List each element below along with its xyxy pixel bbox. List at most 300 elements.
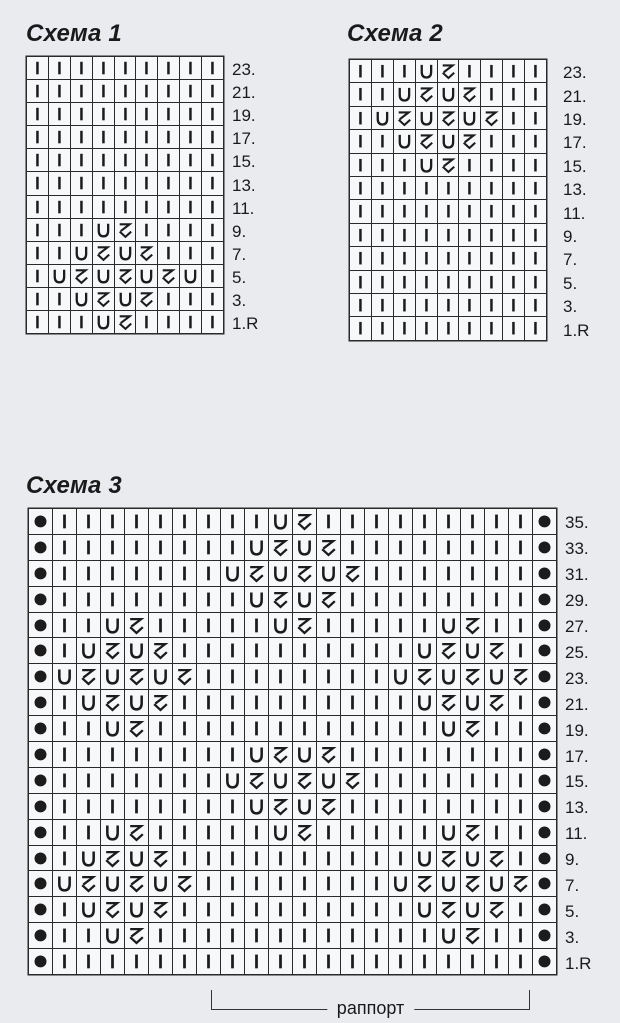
knit-stitch-icon <box>125 561 148 586</box>
knit-stitch-icon <box>341 742 364 767</box>
knit-stitch-icon <box>53 561 76 586</box>
knit-stitch-icon <box>269 690 292 715</box>
decrease-icon <box>293 561 316 586</box>
edge-stitch-dot-icon <box>29 561 52 586</box>
knit-stitch-icon <box>341 509 364 534</box>
knit-stitch-icon <box>485 535 508 560</box>
knit-stitch-icon <box>221 535 244 560</box>
yarn-over-icon <box>93 311 114 333</box>
knit-stitch-icon <box>221 820 244 845</box>
decrease-icon <box>71 265 92 287</box>
decrease-icon <box>461 820 484 845</box>
knit-stitch-icon <box>413 768 436 793</box>
yarn-over-icon <box>416 60 437 82</box>
row-label: 29. <box>565 591 589 611</box>
knit-stitch-icon <box>53 923 76 948</box>
decrease-icon <box>437 638 460 663</box>
knit-stitch-icon <box>437 561 460 586</box>
knit-stitch-icon <box>459 177 480 199</box>
knit-stitch-icon <box>93 172 114 194</box>
knit-stitch-icon <box>481 177 502 199</box>
row-label: 17. <box>565 746 589 766</box>
knit-stitch-icon <box>372 154 393 176</box>
yarn-over-icon <box>389 664 412 689</box>
knit-stitch-icon <box>341 638 364 663</box>
knit-stitch-icon <box>372 83 393 105</box>
knit-stitch-icon <box>365 638 388 663</box>
knit-stitch-icon <box>341 897 364 922</box>
edge-stitch-dot-icon <box>533 561 556 586</box>
knit-stitch-icon <box>77 716 100 741</box>
knit-stitch-icon <box>341 794 364 819</box>
knit-stitch-icon <box>93 149 114 171</box>
knit-stitch-icon <box>525 294 546 316</box>
knit-stitch-icon <box>317 716 340 741</box>
knit-stitch-icon <box>221 871 244 896</box>
knit-stitch-icon <box>389 897 412 922</box>
knit-stitch-icon <box>49 311 70 333</box>
knit-stitch-icon <box>158 219 179 241</box>
decrease-icon <box>173 664 196 689</box>
knit-stitch-icon <box>438 200 459 222</box>
knit-stitch-icon <box>158 149 179 171</box>
knit-stitch-icon <box>197 949 220 974</box>
row-label: 33. <box>565 539 589 559</box>
yarn-over-icon <box>136 265 157 287</box>
knit-stitch-icon <box>394 247 415 269</box>
decrease-icon <box>485 690 508 715</box>
knit-stitch-icon <box>525 177 546 199</box>
knit-stitch-icon <box>221 846 244 871</box>
knit-stitch-icon <box>509 561 532 586</box>
knit-stitch-icon <box>485 561 508 586</box>
edge-stitch-dot-icon <box>29 613 52 638</box>
yarn-over-icon <box>293 535 316 560</box>
row-label: 1.R <box>232 314 259 334</box>
yarn-over-icon <box>245 742 268 767</box>
knit-stitch-icon <box>125 587 148 612</box>
knit-stitch-icon <box>416 294 437 316</box>
knit-stitch-icon <box>269 846 292 871</box>
knit-stitch-icon <box>221 690 244 715</box>
knit-stitch-icon <box>509 690 532 715</box>
knit-stitch-icon <box>389 716 412 741</box>
yarn-over-icon <box>437 820 460 845</box>
knit-stitch-icon <box>136 103 157 125</box>
knit-stitch-icon <box>173 846 196 871</box>
decrease-icon <box>136 242 157 264</box>
knit-stitch-icon <box>509 949 532 974</box>
knit-stitch-icon <box>389 742 412 767</box>
knit-stitch-icon <box>93 103 114 125</box>
knit-stitch-icon <box>350 317 371 339</box>
knit-stitch-icon <box>53 820 76 845</box>
knit-stitch-icon <box>365 742 388 767</box>
row-label: 1.R <box>565 953 592 973</box>
knit-stitch-icon <box>350 177 371 199</box>
knit-stitch-icon <box>413 716 436 741</box>
knit-stitch-icon <box>27 196 48 218</box>
row-label: 1.R <box>563 320 590 340</box>
knit-stitch-icon <box>53 768 76 793</box>
knit-stitch-icon <box>503 247 524 269</box>
decrease-icon <box>136 288 157 310</box>
knit-stitch-icon <box>350 154 371 176</box>
knit-stitch-icon <box>221 949 244 974</box>
knit-stitch-icon <box>202 196 223 218</box>
edge-stitch-dot-icon <box>533 509 556 534</box>
knit-stitch-icon <box>459 247 480 269</box>
knit-stitch-icon <box>125 509 148 534</box>
knit-stitch-icon <box>221 897 244 922</box>
knit-stitch-icon <box>158 288 179 310</box>
yarn-over-icon <box>416 154 437 176</box>
knit-stitch-icon <box>245 716 268 741</box>
knit-stitch-icon <box>245 949 268 974</box>
knit-stitch-icon <box>389 923 412 948</box>
knit-stitch-icon <box>372 247 393 269</box>
knit-stitch-icon <box>173 561 196 586</box>
yarn-over-icon <box>93 265 114 287</box>
knit-stitch-icon <box>136 219 157 241</box>
decrease-icon <box>485 897 508 922</box>
edge-stitch-dot-icon <box>29 794 52 819</box>
knit-stitch-icon <box>197 871 220 896</box>
knit-stitch-icon <box>485 613 508 638</box>
knit-stitch-icon <box>341 820 364 845</box>
decrease-icon <box>93 242 114 264</box>
knit-stitch-icon <box>459 317 480 339</box>
knit-stitch-icon <box>53 535 76 560</box>
knit-stitch-icon <box>27 311 48 333</box>
knit-stitch-icon <box>341 846 364 871</box>
knit-stitch-icon <box>341 949 364 974</box>
knit-stitch-icon <box>293 846 316 871</box>
yarn-over-icon <box>437 871 460 896</box>
knit-stitch-icon <box>27 242 48 264</box>
knit-stitch-icon <box>197 820 220 845</box>
knit-stitch-icon <box>365 768 388 793</box>
knit-stitch-icon <box>341 535 364 560</box>
knit-stitch-icon <box>438 271 459 293</box>
yarn-over-icon <box>394 83 415 105</box>
knit-stitch-icon <box>437 768 460 793</box>
row-label: 11. <box>565 824 588 844</box>
knit-stitch-icon <box>461 794 484 819</box>
decrease-icon <box>416 130 437 152</box>
knit-stitch-icon <box>394 224 415 246</box>
row-label: 13. <box>232 175 256 195</box>
knit-stitch-icon <box>149 794 172 819</box>
knit-stitch-icon <box>269 897 292 922</box>
knit-stitch-icon <box>149 613 172 638</box>
knit-stitch-icon <box>509 897 532 922</box>
knit-stitch-icon <box>158 196 179 218</box>
edge-stitch-dot-icon <box>29 871 52 896</box>
edge-stitch-dot-icon <box>533 897 556 922</box>
knit-stitch-icon <box>394 154 415 176</box>
knit-stitch-icon <box>197 613 220 638</box>
knit-stitch-icon <box>413 613 436 638</box>
knit-stitch-icon <box>317 923 340 948</box>
decrease-icon <box>269 742 292 767</box>
knit-stitch-icon <box>503 83 524 105</box>
knit-stitch-icon <box>245 613 268 638</box>
knit-stitch-icon <box>49 288 70 310</box>
yarn-over-icon <box>461 638 484 663</box>
knit-stitch-icon <box>27 57 48 79</box>
knit-stitch-icon <box>245 638 268 663</box>
repeat-label: раппорт <box>327 998 414 1019</box>
knit-stitch-icon <box>365 664 388 689</box>
knit-stitch-icon <box>437 794 460 819</box>
edge-stitch-dot-icon <box>533 664 556 689</box>
edge-stitch-dot-icon <box>533 846 556 871</box>
row-label: 5. <box>563 273 578 293</box>
knit-stitch-icon <box>416 200 437 222</box>
yarn-over-icon <box>459 107 480 129</box>
yarn-over-icon <box>461 897 484 922</box>
knit-stitch-icon <box>438 294 459 316</box>
knit-stitch-icon <box>245 897 268 922</box>
decrease-icon <box>293 613 316 638</box>
yarn-over-icon <box>125 638 148 663</box>
knit-stitch-icon <box>525 224 546 246</box>
edge-stitch-dot-icon <box>29 742 52 767</box>
edge-stitch-dot-icon <box>533 794 556 819</box>
edge-stitch-dot-icon <box>29 768 52 793</box>
row-label: 17. <box>232 129 256 149</box>
knit-stitch-icon <box>394 271 415 293</box>
yarn-over-icon <box>93 219 114 241</box>
knit-stitch-icon <box>115 126 136 148</box>
yarn-over-icon <box>438 130 459 152</box>
yarn-over-icon <box>71 288 92 310</box>
edge-stitch-dot-icon <box>533 535 556 560</box>
knit-stitch-icon <box>485 768 508 793</box>
knit-stitch-icon <box>180 172 201 194</box>
knit-stitch-icon <box>485 509 508 534</box>
knit-stitch-icon <box>49 149 70 171</box>
row-label: 9. <box>232 221 247 241</box>
knit-stitch-icon <box>197 742 220 767</box>
knit-stitch-icon <box>245 923 268 948</box>
knit-stitch-icon <box>416 317 437 339</box>
row-label: 3. <box>565 927 580 947</box>
knit-stitch-icon <box>77 561 100 586</box>
knit-stitch-icon <box>173 587 196 612</box>
knit-stitch-icon <box>269 664 292 689</box>
knit-stitch-icon <box>71 126 92 148</box>
knit-stitch-icon <box>77 587 100 612</box>
knit-stitch-icon <box>221 509 244 534</box>
knit-stitch-icon <box>27 103 48 125</box>
knit-stitch-icon <box>27 288 48 310</box>
knit-stitch-icon <box>269 871 292 896</box>
knit-stitch-icon <box>459 294 480 316</box>
knit-stitch-icon <box>77 742 100 767</box>
knit-stitch-icon <box>49 219 70 241</box>
decrease-icon <box>269 587 292 612</box>
knit-stitch-icon <box>438 247 459 269</box>
knit-stitch-icon <box>416 177 437 199</box>
knit-stitch-icon <box>461 742 484 767</box>
knit-stitch-icon <box>27 219 48 241</box>
knit-stitch-icon <box>389 535 412 560</box>
yarn-over-icon <box>437 716 460 741</box>
knit-stitch-icon <box>525 83 546 105</box>
knit-stitch-icon <box>202 311 223 333</box>
knit-stitch-icon <box>125 768 148 793</box>
yarn-over-icon <box>53 664 76 689</box>
knit-stitch-icon <box>53 690 76 715</box>
knit-stitch-icon <box>180 57 201 79</box>
edge-stitch-dot-icon <box>29 820 52 845</box>
knit-stitch-icon <box>125 949 148 974</box>
row-label: 19. <box>563 110 587 129</box>
knit-stitch-icon <box>509 794 532 819</box>
knit-stitch-icon <box>438 317 459 339</box>
knit-stitch-icon <box>101 949 124 974</box>
decrease-icon <box>485 638 508 663</box>
knit-stitch-icon <box>341 664 364 689</box>
decrease-icon <box>149 690 172 715</box>
yarn-over-icon <box>437 613 460 638</box>
knit-stitch-icon <box>461 949 484 974</box>
yarn-over-icon <box>115 242 136 264</box>
knit-stitch-icon <box>389 820 412 845</box>
knit-stitch-icon <box>71 57 92 79</box>
knit-stitch-icon <box>372 294 393 316</box>
edge-stitch-dot-icon <box>29 535 52 560</box>
knit-stitch-icon <box>481 60 502 82</box>
knit-stitch-icon <box>485 794 508 819</box>
knit-stitch-icon <box>394 294 415 316</box>
edge-stitch-dot-icon <box>29 690 52 715</box>
knit-stitch-icon <box>197 716 220 741</box>
knit-stitch-icon <box>197 535 220 560</box>
knit-stitch-icon <box>293 949 316 974</box>
chart3-title: Схема 3 <box>26 472 122 499</box>
knit-stitch-icon <box>413 794 436 819</box>
knit-stitch-icon <box>49 126 70 148</box>
knit-stitch-icon <box>293 897 316 922</box>
knit-stitch-icon <box>173 716 196 741</box>
decrease-icon <box>149 897 172 922</box>
yarn-over-icon <box>269 509 292 534</box>
knit-stitch-icon <box>509 716 532 741</box>
yarn-over-icon <box>437 664 460 689</box>
knit-stitch-icon <box>149 509 172 534</box>
edge-stitch-dot-icon <box>533 613 556 638</box>
knit-stitch-icon <box>149 587 172 612</box>
edge-stitch-dot-icon <box>533 871 556 896</box>
decrease-icon <box>125 664 148 689</box>
decrease-icon <box>317 742 340 767</box>
knit-stitch-icon <box>269 949 292 974</box>
yarn-over-icon <box>180 265 201 287</box>
knit-stitch-icon <box>525 200 546 222</box>
decrease-icon <box>269 535 292 560</box>
row-label: 15. <box>232 152 256 172</box>
knit-stitch-icon <box>158 242 179 264</box>
knit-stitch-icon <box>438 224 459 246</box>
knit-stitch-icon <box>49 80 70 102</box>
knit-stitch-icon <box>245 871 268 896</box>
knit-stitch-icon <box>173 768 196 793</box>
decrease-icon <box>317 535 340 560</box>
knit-stitch-icon <box>115 172 136 194</box>
knit-stitch-icon <box>173 923 196 948</box>
knit-stitch-icon <box>394 200 415 222</box>
decrease-icon <box>293 509 316 534</box>
yarn-over-icon <box>115 288 136 310</box>
yarn-over-icon <box>125 897 148 922</box>
yarn-over-icon <box>53 871 76 896</box>
yarn-over-icon <box>269 613 292 638</box>
knit-stitch-icon <box>416 271 437 293</box>
yarn-over-icon <box>245 794 268 819</box>
knit-stitch-icon <box>459 60 480 82</box>
knit-stitch-icon <box>459 200 480 222</box>
row-label: 27. <box>565 617 589 637</box>
row-label: 5. <box>565 901 580 921</box>
row-label: 35. <box>565 513 589 533</box>
knit-stitch-icon <box>293 638 316 663</box>
knit-stitch-icon <box>481 294 502 316</box>
decrease-icon <box>115 311 136 333</box>
row-label: 23. <box>563 63 587 83</box>
knit-stitch-icon <box>413 820 436 845</box>
knit-stitch-icon <box>509 742 532 767</box>
knit-stitch-icon <box>221 613 244 638</box>
knit-stitch-icon <box>350 294 371 316</box>
knit-stitch-icon <box>245 846 268 871</box>
knit-stitch-icon <box>173 742 196 767</box>
knit-stitch-icon <box>53 716 76 741</box>
knit-stitch-icon <box>197 897 220 922</box>
knit-stitch-icon <box>509 509 532 534</box>
knit-stitch-icon <box>149 768 172 793</box>
yarn-over-icon <box>269 768 292 793</box>
knit-stitch-icon <box>197 794 220 819</box>
knit-stitch-icon <box>173 690 196 715</box>
row-label: 9. <box>563 227 578 246</box>
knit-stitch-icon <box>481 83 502 105</box>
decrease-icon <box>394 107 415 129</box>
decrease-icon <box>77 871 100 896</box>
knit-stitch-icon <box>525 247 546 269</box>
decrease-icon <box>461 716 484 741</box>
yarn-over-icon <box>77 638 100 663</box>
knit-stitch-icon <box>158 80 179 102</box>
decrease-icon <box>509 871 532 896</box>
edge-stitch-dot-icon <box>29 509 52 534</box>
knit-stitch-icon <box>350 60 371 82</box>
yarn-over-icon <box>485 871 508 896</box>
decrease-icon <box>413 871 436 896</box>
yarn-over-icon <box>71 242 92 264</box>
edge-stitch-dot-icon <box>29 638 52 663</box>
knit-stitch-icon <box>503 200 524 222</box>
decrease-icon <box>125 923 148 948</box>
decrease-icon <box>158 265 179 287</box>
chart1-grid <box>26 56 224 334</box>
decrease-icon <box>509 664 532 689</box>
decrease-icon <box>438 154 459 176</box>
yarn-over-icon <box>438 83 459 105</box>
knit-stitch-icon <box>115 149 136 171</box>
